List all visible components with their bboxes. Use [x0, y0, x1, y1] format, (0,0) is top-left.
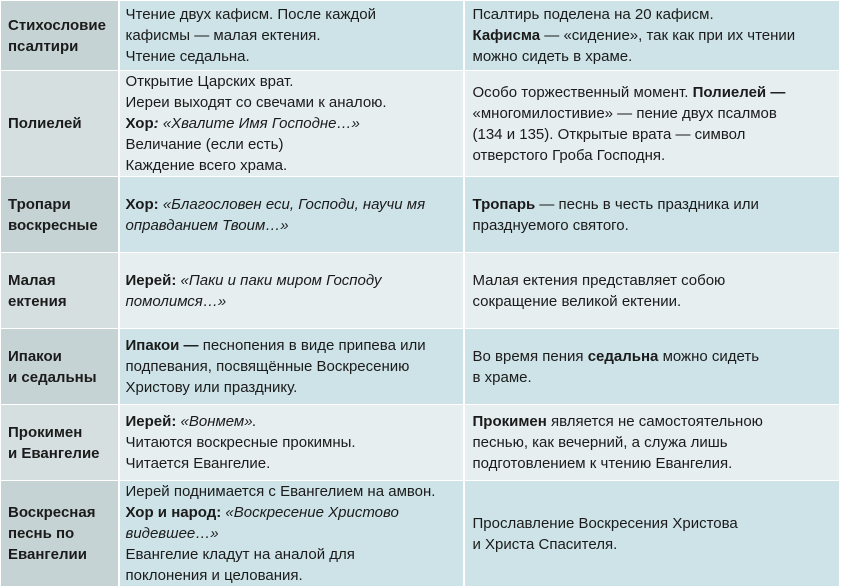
row-name-line: Полиелей: [8, 115, 82, 132]
text-run: Особо торжественный момент.: [472, 83, 693, 101]
row-note: [464, 481, 840, 587]
action-line: [126, 25, 459, 46]
note-line: [473, 411, 835, 432]
row-name-line: и Евангелие: [8, 444, 100, 462]
text-run: Читается Евангелие.: [125, 455, 271, 472]
row-action: [119, 1, 464, 71]
text-run: и Христа Спасителя.: [472, 535, 618, 553]
text-run: «многомилостивие» — пение двух псалмов: [472, 104, 777, 122]
table-row: [1, 1, 840, 71]
table-row: [1, 329, 840, 405]
text-run: празднуемого святого.: [472, 216, 629, 234]
text-run: Хор: [125, 115, 154, 132]
text-run: Полиелей —: [692, 83, 786, 101]
row-action: [119, 71, 464, 177]
row-action: [119, 253, 464, 329]
row-name-line: псалтири: [8, 37, 79, 55]
note-line: [473, 291, 835, 312]
text-run: Прокимен: [472, 413, 547, 430]
row-note: [464, 177, 840, 253]
text-run: «Вонмем».: [180, 413, 257, 430]
row-note: [464, 329, 840, 405]
action-line: [126, 502, 459, 523]
note-line: [473, 513, 835, 534]
text-run: сокращение великой ектении.: [472, 292, 682, 310]
text-run: Иерей:: [125, 413, 177, 430]
text-run: Иерей:: [125, 271, 177, 289]
text-run: является не самостоятельною: [546, 413, 763, 430]
action-line: [126, 155, 459, 176]
row-name-line: воскресные: [8, 216, 98, 234]
note-line: [473, 145, 835, 166]
text-run: помолимся…»: [125, 292, 227, 310]
action-line: [126, 194, 459, 215]
text-run: седальна: [587, 347, 659, 365]
action-line: [126, 113, 459, 134]
note-line: [473, 534, 835, 555]
row-note: [464, 405, 840, 481]
text-run: Прославление Воскресения Христова: [472, 514, 738, 532]
row-name-line: Стихословие: [8, 16, 106, 34]
text-run: Тропарь: [472, 195, 536, 213]
text-run: Ипакои —: [125, 337, 199, 354]
note-line: [473, 124, 835, 145]
table-row: [1, 405, 840, 481]
action-line: [126, 356, 459, 377]
row-action: [119, 177, 464, 253]
text-run: можно сидеть: [658, 347, 760, 365]
action-line: [126, 215, 459, 236]
row-name: [1, 253, 119, 329]
row-name: [1, 177, 119, 253]
row-note: [464, 71, 840, 177]
row-name-line: Малая: [8, 271, 56, 289]
note-line: [473, 215, 835, 236]
text-run: поклонения и целования.: [125, 567, 303, 584]
row-name-line: Воскресная: [8, 504, 96, 521]
row-name: [1, 71, 119, 177]
text-run: «Хвалите Имя Господне…»: [162, 115, 360, 132]
action-line: [126, 134, 459, 155]
row-name-line: ектения: [8, 292, 67, 310]
text-run: кафисмы — малая ектения.: [125, 27, 321, 44]
text-run: Малая ектения представляет собою: [472, 271, 726, 289]
row-note: [464, 1, 840, 71]
text-run: Каждение всего храма.: [125, 157, 288, 174]
text-run: оправданием Твоим…»: [125, 216, 289, 234]
text-run: Иерей поднимается с Евангелием на амвон.: [125, 483, 436, 500]
row-name-line: Тропари: [8, 195, 71, 213]
row-name-line: Евангелии: [8, 546, 87, 563]
text-run: отверстого Гроба Господня.: [472, 146, 666, 164]
row-name: [1, 1, 119, 71]
table-body: [1, 1, 840, 587]
note-line: [473, 194, 835, 215]
text-run: (134 и 135). Открытые врата — символ: [472, 125, 746, 143]
row-name-line: Ипакои: [8, 347, 62, 365]
text-run: Хор и народ:: [125, 504, 222, 521]
action-line: [126, 523, 459, 544]
row-name: [1, 481, 119, 587]
text-run: в храме.: [472, 368, 532, 386]
row-note: [464, 253, 840, 329]
row-name: [1, 329, 119, 405]
text-run: Псалтирь поделена на 20 кафисм.: [472, 6, 714, 23]
text-run: Иереи выходят со свечами к аналою.: [125, 94, 387, 111]
action-line: [126, 71, 459, 92]
text-run: Кафисма: [472, 27, 541, 44]
action-line: [126, 270, 459, 291]
row-name-line: Прокимен: [8, 423, 83, 441]
note-line: [473, 346, 835, 367]
text-run: Евангелие кладут на аналой для: [125, 546, 355, 563]
text-run: :: [153, 115, 163, 132]
text-run: Открытие Царских врат.: [125, 73, 294, 90]
row-action: [119, 329, 464, 405]
text-run: «Благословен еси, Господи, научи мя: [162, 195, 426, 213]
table-row: [1, 177, 840, 253]
text-run: Чтение седальна.: [125, 48, 250, 65]
action-line: [126, 291, 459, 312]
text-run: видевшее…»: [125, 525, 219, 542]
action-line: [126, 432, 459, 453]
action-line: [126, 335, 459, 356]
table-row: [1, 71, 840, 177]
text-run: Хор:: [125, 195, 159, 213]
action-line: [126, 4, 459, 25]
text-run: Христову или празднику.: [125, 379, 298, 396]
table-row: [1, 481, 840, 587]
text-run: — песнь в честь праздника или: [535, 195, 759, 213]
action-line: [126, 565, 459, 586]
text-run: Величание (если есть): [125, 136, 284, 153]
action-line: [126, 46, 459, 67]
note-line: [473, 270, 835, 291]
row-action: [119, 405, 464, 481]
action-line: [126, 544, 459, 565]
note-line: [473, 367, 835, 388]
text-run: песнью, как вечерний, а служа лишь: [472, 434, 728, 451]
row-name: [1, 405, 119, 481]
action-line: [126, 481, 459, 502]
note-line: [473, 25, 835, 46]
text-run: подпевания, посвящённые Воскресению: [125, 358, 410, 375]
text-run: — «сидение», так как при их чтении: [540, 27, 796, 44]
note-line: [473, 82, 835, 103]
note-line: [473, 453, 835, 474]
note-line: [473, 46, 835, 67]
row-name-line: песнь по: [8, 525, 75, 542]
row-action: [119, 481, 464, 587]
text-run: Чтение двух кафисм. После каждой: [125, 6, 377, 23]
table-row: [1, 253, 840, 329]
action-line: [126, 377, 459, 398]
note-line: [473, 432, 835, 453]
text-run: Во время пения: [472, 347, 588, 365]
text-run: Читаются воскресные прокимны.: [125, 434, 356, 451]
text-run: можно сидеть в храме.: [472, 48, 633, 65]
text-run: подготовлением к чтению Евангелия.: [472, 455, 733, 472]
text-run: «Паки и паки миром Господу: [180, 271, 382, 289]
action-line: [126, 411, 459, 432]
action-line: [126, 92, 459, 113]
text-run: песнопения в виде припева или: [198, 337, 426, 354]
note-line: [473, 103, 835, 124]
note-line: [473, 4, 835, 25]
row-name-line: и седальны: [8, 368, 97, 386]
action-line: [126, 453, 459, 474]
text-run: «Воскресение Христово: [225, 504, 399, 521]
